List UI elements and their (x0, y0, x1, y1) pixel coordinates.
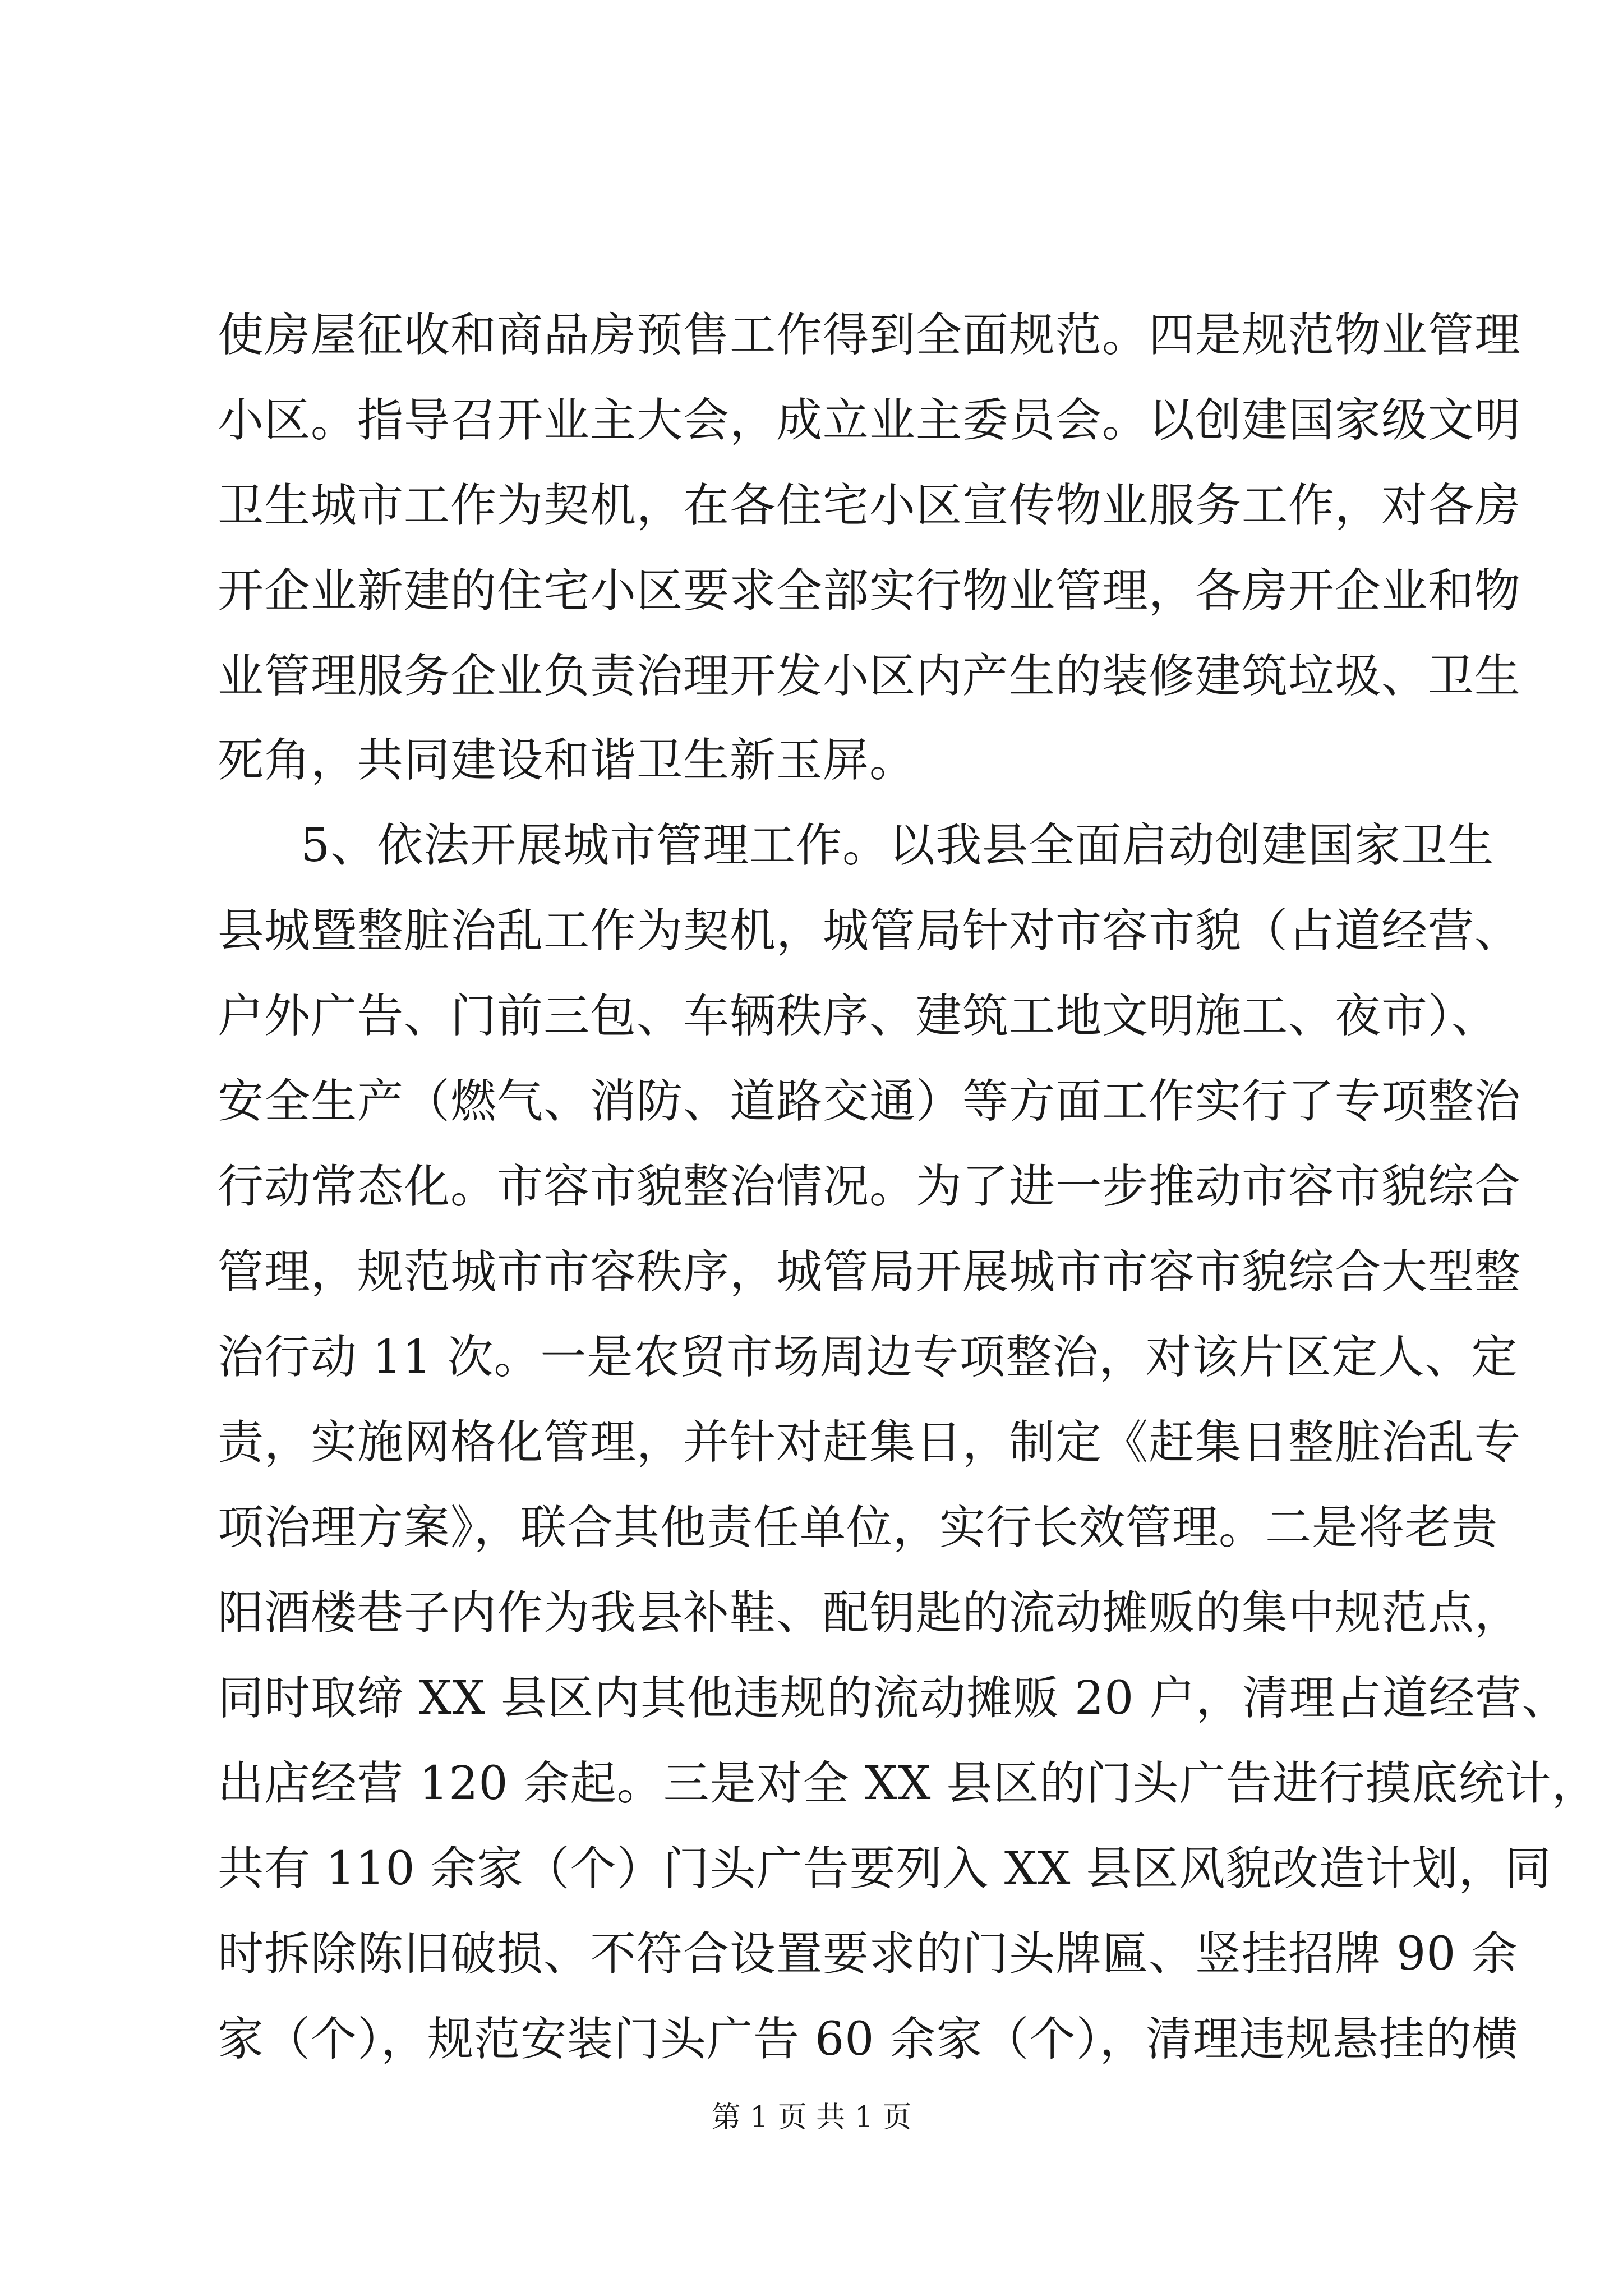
page-footer: 第 1 页 共 1 页 (711, 2101, 912, 2134)
text-line-14: 责，实施网格化管理，并针对赶集日，制定《赶集日整脏治乱专 (218, 1416, 1521, 1469)
text-line-12: 管理，规范城市市容秩序，城管局开展城市市容市貌综合大型整 (218, 1245, 1521, 1299)
text-line-15: 项治理方案》，联合其他责任单位，实行长效管理。二是将老贵 (218, 1501, 1498, 1554)
text-line-2: 小区。指导召开业主大会，成立业主委员会。以创建国家级文明 (218, 394, 1521, 447)
text-line-6: 死角，共同建设和谐卫生新玉屏。 (218, 734, 916, 787)
text-line-8: 县城暨整脏治乱工作为契机，城管局针对市容市貌（占道经营、 (218, 904, 1521, 958)
text-line-3: 卫生城市工作为契机，在各住宅小区宣传物业服务工作，对各房 (218, 479, 1521, 532)
text-line-21: 家（个），规范安装门头广告 60 余家（个），清理违规悬挂的横 (218, 2013, 1519, 2066)
text-line-20: 时拆除陈旧破损、不符合设置要求的门头牌匾、竖挂招牌 90 余 (218, 1927, 1518, 1981)
text-line-5: 业管理服务企业负责治理开发小区内产生的装修建筑垃圾、卫生 (218, 650, 1521, 703)
text-line-13: 治行动 11 次。一是农贸市场周边专项整治，对该片区定人、定 (218, 1331, 1518, 1384)
text-line-16: 阳酒楼巷子内作为我县补鞋、配钥匙的流动摊贩的集中规范点， (218, 1586, 1521, 1640)
text-line-19: 共有 110 余家（个）门头广告要列入 XX 县区风貌改造计划，同 (218, 1842, 1552, 1895)
text-line-11: 行动常态化。市容市貌整治情况。为了进一步推动市容市貌综合 (218, 1160, 1521, 1213)
text-line-10: 安全生产（燃气、消防、道路交通）等方面工作实行了专项整治 (218, 1075, 1521, 1128)
text-line-4: 开企业新建的住宅小区要求全部实行物业管理，各房开企业和物 (218, 564, 1521, 618)
text-line-17: 同时取缔 XX 县区内其他违规的流动摊贩 20 户，清理占道经营、 (218, 1672, 1569, 1725)
text-line-18: 出店经营 120 余起。三是对全 XX 县区的门头广告进行摸底统计， (218, 1757, 1598, 1810)
text-line-1: 使房屋征收和商品房预售工作得到全面规范。四是规范物业管理 (218, 309, 1521, 362)
text-line-9: 户外广告、门前三包、车辆秩序、建筑工地文明施工、夜市）、 (218, 990, 1498, 1043)
text-line-7: 5、依法开展城市管理工作。以我县全面启动创建国家卫生 (301, 819, 1495, 872)
